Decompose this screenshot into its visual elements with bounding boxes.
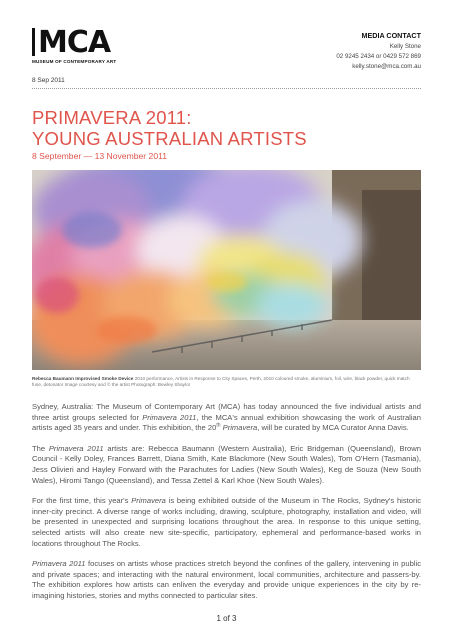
paragraph-2 <box>32 444 421 486</box>
logo-bar <box>32 28 35 56</box>
p1-text-c: , will be curated by MCA Curator Anna Davis. <box>257 423 409 433</box>
title-line-2: YOUNG AUSTRALIAN ARTISTS <box>32 128 307 149</box>
paragraph-1 <box>32 402 421 434</box>
paragraph-3 <box>32 496 421 549</box>
p1-text-a: Sydney, Australia: The Museum of Contemporary Art (MCA) has today announced the five individual artists and three artist groups selected for <box>32 402 421 422</box>
logo-subtitle: MUSEUM OF CONTEMPORARY ART <box>32 59 117 64</box>
release-date: 8 Sep 2011 <box>32 77 65 84</box>
caption-details: 2010 performance, Artists in Response to City Spaces, Perth, 2010 coloured smoke, aluminium, foil, wire, black powder, quick match fuse, detonator Image courtesy and © the artist Photograph: Bewley Shaylor <box>32 376 410 388</box>
smoke-installation-photo <box>32 170 421 370</box>
page-title <box>32 107 307 149</box>
paragraph-4 <box>32 559 421 601</box>
p1-superscript: th <box>216 422 221 429</box>
title-line-1: PRIMAVERA 2011: <box>32 107 192 128</box>
contact-email[interactable]: kelly.stone@mca.com.au <box>352 63 421 70</box>
logo-mark <box>32 25 116 60</box>
exhibition-dates: 8 September — 13 November 2011 <box>32 151 168 161</box>
photo-caption <box>32 376 421 389</box>
header-divider <box>32 88 421 89</box>
p4-emphasis: Primavera 2011 <box>32 559 86 569</box>
media-contact-heading: MEDIA CONTACT <box>361 31 421 40</box>
contact-name: Kelly Stone <box>389 43 421 50</box>
p2-text-b: artists are: Rebecca Baumann (Western Australia), Eric Bridgeman (Queensland), Brown Council - Kelly Doley, Frances Barrett, Diana Smith, Kate Blackmore (New South Wales), Tom O'Hern (Tasmania), Jess Olivieri and Hayley Forward with the Parachutes for Ladies (New South Wales), Keg de Souza (New South Wales), Hiromi Tango (Queensland), and Tessa Zettel & Karl Khoe (New South Wales). <box>32 443 421 485</box>
press-release-body <box>32 402 421 612</box>
p3-text-a: For the first time, this year's <box>32 496 132 506</box>
p4-text-b: focuses on artists whose practices stretch beyond the confines of the gallery, intervening in public and private spaces; and interacting with the natural environment, local communities, architecture and passers-by. The exhibition explores how artists can enliven the everyday and provide unique experiences in the city by re-imagining histories, stories and myths connected to particular sites. <box>32 559 421 600</box>
p1-emphasis: Primavera 2011 <box>142 412 197 422</box>
caption-work: Improvised Smoke Device <box>75 376 134 381</box>
contact-phone: 02 9245 2434 or 0429 572 869 <box>336 53 421 60</box>
p2-text-a: The <box>32 443 49 453</box>
caption-artist: Rebecca Baumann <box>32 376 74 381</box>
logo-text: MCA <box>38 25 111 60</box>
p1-text-b: , the MCA's annual exhibition showcasing the work of Australian artists aged 35 years and under. This exhibition, the 20 <box>32 412 421 433</box>
media-contact <box>336 31 421 72</box>
p3-text-b: is being exhibited outside of the Museum in The Rocks, Sydney's historic inner-city precinct. A diverse range of works including, drawing, sculpture, photography, installation and video, will be presented in unexpected and surprising locations throughout the area. In response to this unique setting, selected artists will also create new site-specific, participatory, ephemeral and performance-based works in locations throughout The Rocks. <box>32 496 421 548</box>
p1-emphasis-2: Primavera <box>222 423 258 433</box>
mca-logo <box>32 25 117 64</box>
page-number: 1 of 3 <box>216 614 237 623</box>
p2-emphasis: Primavera 2011 <box>48 443 104 453</box>
p3-emphasis: Primavera <box>131 496 166 506</box>
